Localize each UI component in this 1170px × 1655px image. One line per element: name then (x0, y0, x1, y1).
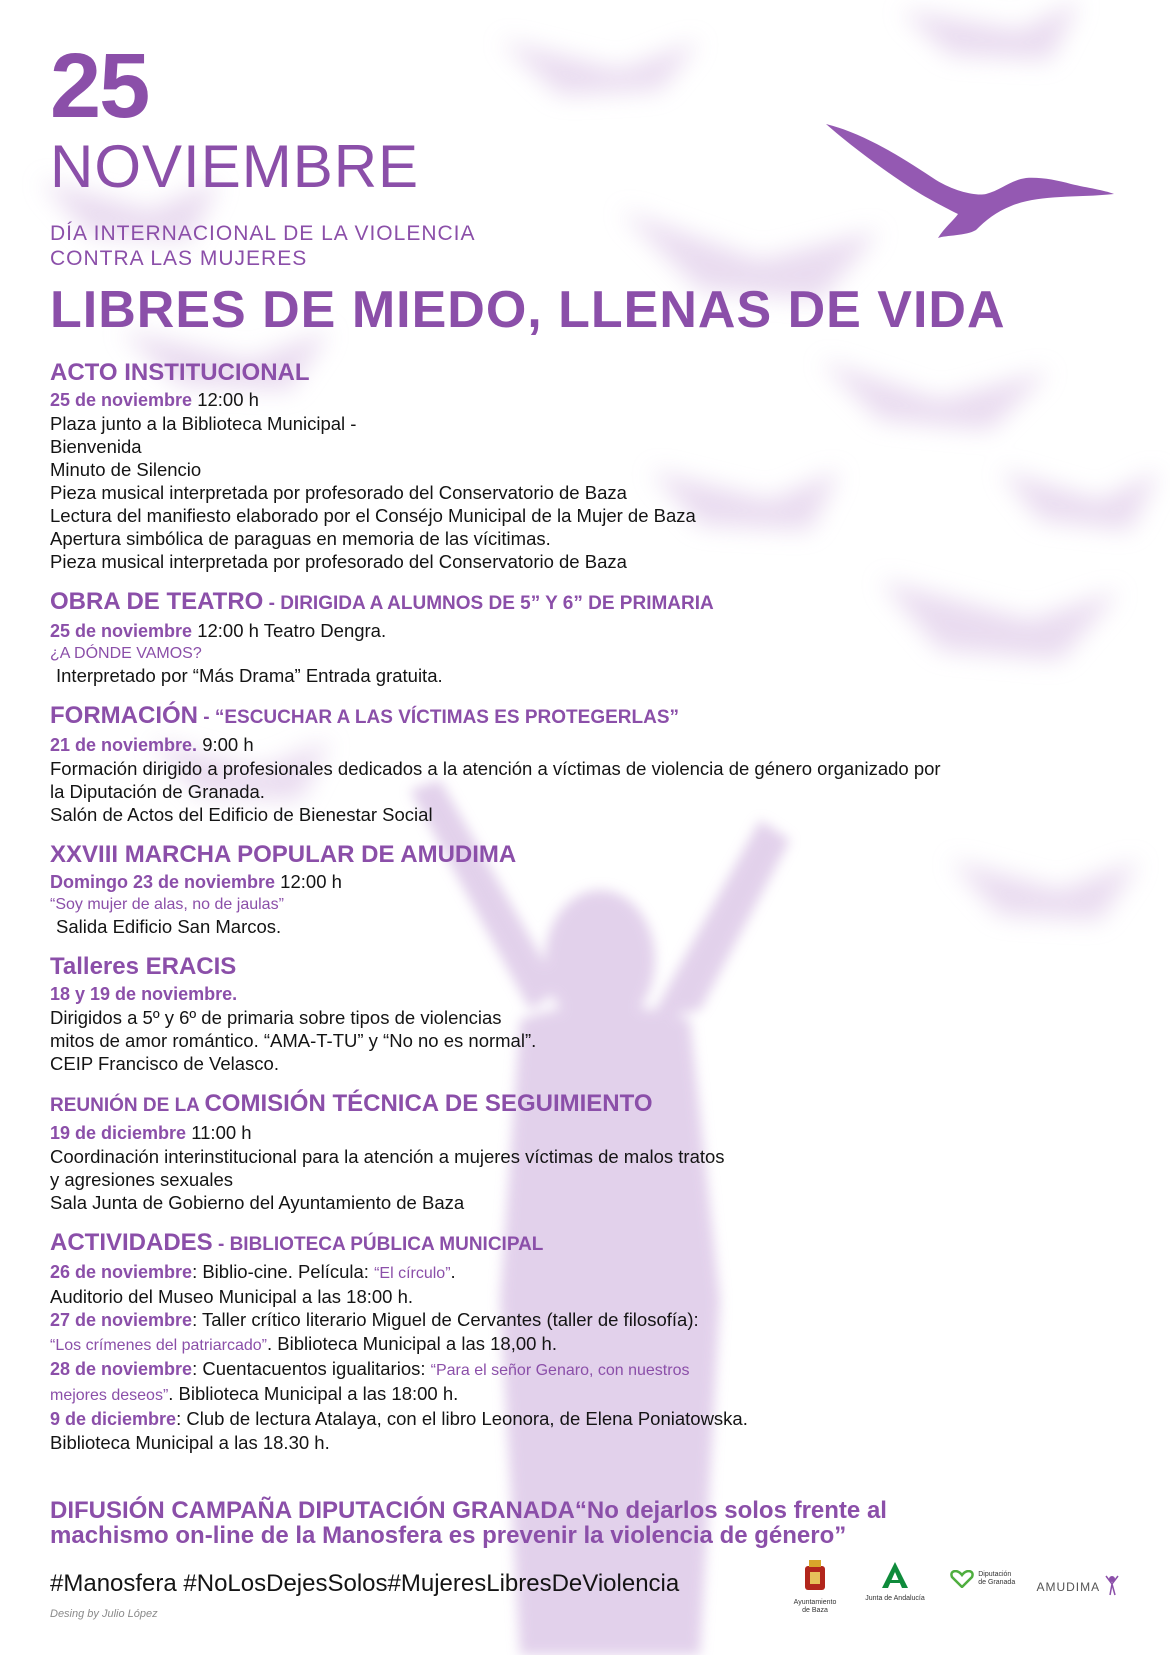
event-marcha-popular (50, 840, 1120, 938)
logo-amudima (1035, 1574, 1120, 1596)
events-list (50, 358, 1120, 1468)
logo-diputacion-line2: de Granada (978, 1579, 1016, 1586)
event-time: 12:00 h Teatro Dengra. (192, 620, 387, 641)
logo-junta-text: Junta de Andalucía (865, 1595, 925, 1602)
activity-date: 26 de noviembre (50, 1262, 193, 1282)
event-datetime (50, 388, 1120, 412)
logo-junta-andalucia (860, 1560, 930, 1603)
event-datetime (50, 1121, 1120, 1145)
event-actividades-biblioteca (50, 1228, 1120, 1454)
activity-line (50, 1260, 1120, 1285)
activity-text: . Biblioteca Municipal a las 18,00 h. (266, 1333, 557, 1354)
event-date: 21 de noviembre. (50, 735, 198, 755)
event-title (50, 1089, 1120, 1121)
event-detail: Pieza musical interpretada por profesorado del Conservatorio de Baza (50, 482, 627, 503)
event-title: XXVIII MARCHA POPULAR DE AMUDIMA (50, 841, 517, 868)
event-detail: Interpretado por “Más Drama” Entrada gratuita. (56, 665, 443, 686)
logo-ayuntamiento-line2: de Baza (802, 1607, 828, 1614)
activity-text: : Biblio-cine. Película: (192, 1261, 375, 1282)
event-time: 11:00 h (186, 1122, 252, 1143)
event-time: 12:00 h (192, 389, 259, 410)
event-title-sub: - DIRIGIDA A ALUMNOS DE 5” Y 6” DE PRIMARIA (263, 593, 714, 614)
logo-diputacion-granada (945, 1570, 1020, 1588)
campaign-line-2: machismo on-line de la Manosfera es prevenir la violencia de género” (50, 1522, 847, 1549)
logo-diputacion-text (978, 1571, 1015, 1587)
event-detail: Dirigidos a 5º y 6º de primaria sobre tipos de violencias (50, 1007, 502, 1028)
activity-line: Auditorio del Museo Municipal a las 18:00 h. (50, 1286, 414, 1307)
activity-line (50, 1382, 1120, 1407)
event-time: 12:00 h (275, 871, 342, 892)
event-detail: Formación dirigido a profesionales dedicados a la atención a víctimas de violencia de género organizado por (50, 758, 941, 779)
event-title: Talleres ERACIS (50, 953, 237, 980)
activity-date: 28 de noviembre (50, 1359, 193, 1379)
event-detail: Salida Edificio San Marcos. (56, 916, 282, 937)
activity-line (50, 1308, 1120, 1332)
campaign-slogan: LIBRES DE MIEDO, LLENAS DE VIDA (50, 281, 1006, 339)
sponsor-logos (790, 1560, 1120, 1620)
activity-title: “Los crímenes del patriarcado” (50, 1337, 267, 1354)
logo-ayuntamiento-line1: Ayuntamiento (793, 1599, 837, 1606)
activity-title: “El círculo” (374, 1265, 451, 1282)
poster-subtitle (50, 221, 476, 271)
design-credit: Desing by Julio López (50, 1608, 158, 1620)
event-title (50, 587, 1120, 619)
activity-line: Biblioteca Municipal a las 18.30 h. (50, 1432, 330, 1453)
event-date: Domingo 23 de noviembre (50, 872, 276, 892)
event-date: 19 de diciembre (50, 1123, 187, 1143)
event-reunion-comision (50, 1089, 1120, 1214)
event-title-prefix: REUNIÓN DE LA (50, 1095, 205, 1116)
event-formacion (50, 701, 1120, 826)
logo-ayuntamiento-baza (790, 1560, 840, 1615)
activity-text: : Club de lectura Atalaya, con el libro Leonora, de Elena Poniatowska. (176, 1408, 748, 1429)
junta-a-icon (880, 1560, 910, 1590)
event-motto: “Soy mujer de alas, no de jaulas” (50, 896, 284, 913)
poster-month: NOVIEMBRE (50, 133, 420, 200)
event-title-main: ACTIVIDADES (50, 1229, 213, 1256)
event-date: 25 de noviembre (50, 621, 193, 641)
event-detail: y agresiones sexuales (50, 1169, 234, 1190)
event-detail: Coordinación interinstitucional para la atención a mujeres víctimas de malos tratos (50, 1146, 725, 1167)
event-title (50, 1228, 1120, 1260)
event-title: ACTO INSTITUCIONAL (50, 359, 310, 386)
event-acto-institucional (50, 358, 1120, 573)
event-title-main: OBRA DE TEATRO (50, 588, 264, 615)
event-detail: Apertura simbólica de paraguas en memoria de las vícitimas. (50, 528, 551, 549)
event-detail: Salón de Actos del Edificio de Bienestar Social (50, 804, 433, 825)
event-title-sub: - BIBLIOTECA PÚBLICA MUNICIPAL (212, 1234, 544, 1255)
event-talleres-eracis (50, 952, 1120, 1075)
campaign-announcement (50, 1498, 1050, 1548)
subtitle-line-1: DÍA INTERNACIONAL DE LA VIOLENCIA (50, 222, 476, 245)
event-detail: CEIP Francisco de Velasco. (50, 1053, 279, 1074)
event-date: 25 de noviembre (50, 390, 193, 410)
activity-text: : Cuentacuentos igualitarios: (192, 1358, 431, 1379)
activity-date: 9 de diciembre (50, 1409, 177, 1429)
event-detail: Sala Junta de Gobierno del Ayuntamiento de Baza (50, 1192, 465, 1213)
event-date: 18 y 19 de noviembre. (50, 984, 238, 1004)
activity-text: . Biblioteca Municipal a las 18:00 h. (168, 1383, 459, 1404)
activity-line (50, 1357, 1120, 1382)
event-time: 9:00 h (197, 734, 254, 755)
campaign-line-1: DIFUSIÓN CAMPAÑA DIPUTACIÓN GRANADA“No dejarlos solos frente al (50, 1497, 887, 1524)
logo-amudima-text: AMUDIMA (1036, 1580, 1101, 1594)
event-obra-teatro (50, 587, 1120, 687)
event-title-sub: - “ESCUCHAR A LAS VÍCTIMAS ES PROTEGERLAS” (197, 707, 679, 728)
hashtags: #Manosfera #NoLosDejesSolos#MujeresLibresDeViolencia (50, 1570, 680, 1597)
event-detail: Bienvenida (50, 436, 142, 457)
poster-day: 25 (50, 35, 149, 137)
activity-date: 27 de noviembre (50, 1310, 193, 1330)
bird-icon (826, 120, 1116, 240)
activity-line (50, 1407, 1120, 1431)
event-detail: mitos de amor romántico. “AMA-T-TU” y “No no es normal”. (50, 1030, 537, 1051)
event-detail: Minuto de Silencio (50, 459, 202, 480)
subtitle-line-2: CONTRA LAS MUJERES (50, 247, 308, 270)
amudima-figure-icon (1105, 1574, 1119, 1596)
activity-title: “Para el señor Genaro, con nuestros (430, 1362, 690, 1379)
event-title-main: FORMACIÓN (50, 702, 198, 729)
event-title (50, 701, 1120, 733)
diputacion-heart-icon (950, 1570, 974, 1588)
logo-diputacion-line1: Diputación (978, 1571, 1012, 1578)
event-datetime (50, 733, 1120, 757)
event-title-main: COMISIÓN TÉCNICA DE SEGUIMIENTO (204, 1090, 653, 1117)
event-datetime (50, 619, 1120, 643)
activity-text: . (450, 1261, 456, 1282)
activity-line (50, 1332, 1120, 1357)
event-detail: Lectura del manifiesto elaborado por el Conséjo Municipal de la Mujer de Baza (50, 505, 696, 526)
event-play-title: ¿A DÓNDE VAMOS? (50, 645, 202, 662)
event-detail: Pieza musical interpretada por profesorado del Conservatorio de Baza (50, 551, 627, 572)
activity-text: : Taller crítico literario Miguel de Cervantes (taller de filosofía): (192, 1309, 699, 1330)
event-detail: la Diputación de Granada. (50, 781, 265, 802)
coat-of-arms-icon (803, 1560, 827, 1594)
event-detail: Plaza junto a la Biblioteca Municipal - (50, 413, 357, 434)
event-datetime (50, 982, 1120, 1006)
activity-title: mejores deseos” (50, 1387, 169, 1404)
event-datetime (50, 870, 1120, 894)
